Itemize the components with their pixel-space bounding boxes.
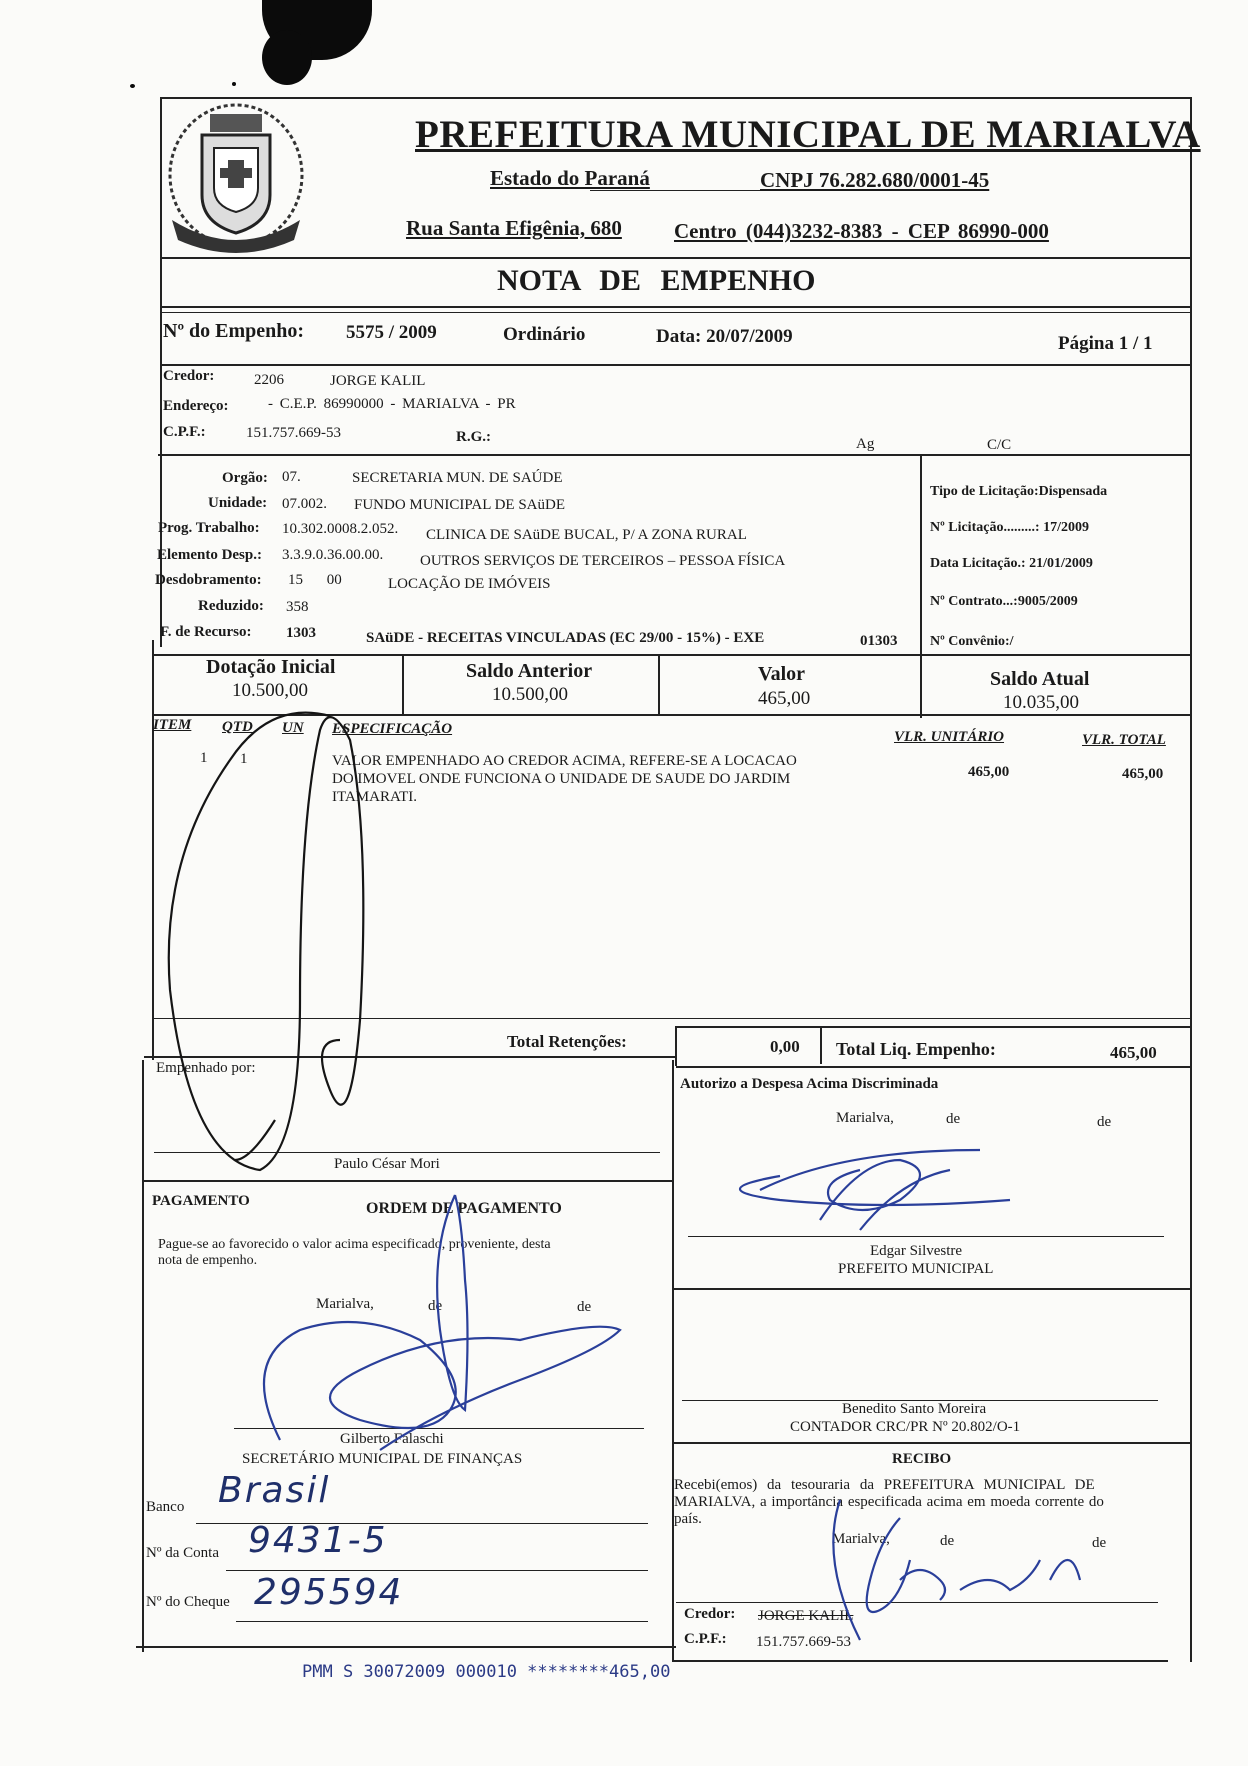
empenho-date: Data: 20/07/2009 [656,326,793,347]
credor-code: 2206 [254,372,284,388]
contador-role: CONTADOR CRC/PR Nº 20.802/O-1 [790,1419,1021,1435]
desdobramento-label: Desdobramento: [155,572,262,588]
retencoes-label: Total Retenções: [507,1032,627,1051]
recurso-number: 01303 [860,633,898,649]
prefeito-role: PREFEITO MUNICIPAL [838,1261,994,1277]
unidade-code: 07.002. [282,496,327,512]
pagamento-de: de [577,1299,592,1315]
elemento-name: OUTROS SERVIÇOS DE TERCEIROS – PESSOA FÍSICA [420,553,786,569]
empenho-label: Nº do Empenho: [163,320,305,342]
recibo-text: país. [674,1511,702,1527]
autorizo-city: Marialva, [836,1110,894,1126]
ink-dot [232,82,236,86]
banco-value: Brasil [218,1470,331,1511]
recibo-de: de [1092,1535,1107,1551]
contador-name: Benedito Santo Moreira [842,1401,987,1417]
item-qtd: 1 [240,751,248,767]
col-vlr-unitario: VLR. UNITÁRIO [894,729,1005,745]
recurso-code: 1303 [286,625,316,641]
valor-value: 465,00 [758,688,811,709]
liq-empenho-value: 465,00 [1110,1043,1157,1062]
cnpj-label: CNPJ 76.282.680/0001-45 [760,168,990,192]
col-especificacao: ESPECIFICAÇÃO [332,721,453,737]
unidade-label: Unidade: [208,495,268,511]
dotacao-label: Dotação Inicial [206,656,336,678]
empenhado-label: Empenhado por: [156,1060,256,1076]
convenio-numero: Nº Convênio:/ [930,634,1014,649]
conta-label: Nº da Conta [146,1545,219,1561]
item-spec-line: DO IMOVEL ONDE FUNCIONA O UNIDADE DE SAUDE DO JARDIM [332,771,791,787]
col-un: UN [282,720,304,736]
address-label: Rua Santa Efigênia, 680 [406,216,622,240]
recibo-cpf-value: 151.757.669-53 [756,1634,851,1650]
contrato-numero: Nº Contrato...:9005/2009 [930,594,1078,609]
desdobramento-name: LOCAÇÃO DE IMÓVEIS [388,576,551,592]
orgao-label: Orgão: [222,470,268,486]
unidade-name: FUNDO MUNICIPAL DE SAüDE [354,497,565,513]
ink-dot [130,84,135,88]
licitacao-tipo: Tipo de Licitação:Dispensada [930,484,1108,499]
bank-stamp: PMM S 30072009 000010 ********465,00 [302,1662,671,1682]
orgao-code: 07. [282,469,301,485]
prog-name: CLINICA DE SAüDE BUCAL, P/ A ZONA RURAL [426,527,747,543]
secretario-name: Gilberto Falaschi [340,1431,444,1447]
saldo-anterior-value: 10.500,00 [492,684,568,705]
dotacao-value: 10.500,00 [232,680,308,701]
saldo-anterior-label: Saldo Anterior [466,660,593,682]
recibo-cpf-label: C.P.F.: [684,1631,727,1647]
recibo-text: MARIALVA, a importância especificada acima em moeda corrente do [674,1494,1104,1510]
retencoes-value: 0,00 [770,1037,800,1056]
pagamento-label: PAGAMENTO [152,1193,250,1209]
empenho-type: Ordinário [503,324,586,345]
prefeito-name: Edgar Silvestre [870,1243,963,1259]
empenho-number: 5575 / 2009 [346,322,437,343]
col-item: ITEM [153,717,192,733]
credor-label: Credor: [163,368,215,384]
elemento-code: 3.3.9.0.36.00.00. [282,547,384,563]
credor-cpf: 151.757.669-53 [246,425,341,441]
rg-label: R.G.: [456,429,491,445]
cheque-value: 295594 [254,1572,404,1613]
item-number: 1 [200,750,208,766]
municipal-crest-icon [162,100,310,258]
credor-name: JORGE KALIL [330,373,426,389]
cheque-label: Nº do Cheque [146,1594,230,1610]
recurso-name: SAüDE - RECEITAS VINCULADAS (EC 29/00 - 15%) - EXE [366,630,765,646]
orgao-name: SECRETARIA MUN. DE SAÚDE [352,470,563,486]
licitacao-numero: Nº Licitação.........: 17/2009 [930,520,1089,535]
item-spec-line: ITAMARATI. [332,789,418,805]
recurso-label: F. de Recurso: [160,624,252,640]
ink-blot [262,30,312,85]
ordem-pagamento-label: ORDEM DE PAGAMENTO [366,1200,562,1217]
item-spec-line: VALOR EMPENHADO AO CREDOR ACIMA, REFERE-SE A LOCACAO [332,753,797,769]
autorizo-label: Autorizo a Despesa Acima Discriminada [680,1076,939,1092]
prog-label: Prog. Trabalho: [158,520,260,536]
banco-label: Banco [146,1499,185,1515]
col-qtd: QTD [222,719,253,735]
saldo-atual-label: Saldo Atual [990,668,1090,690]
item-unit-value: 465,00 [968,764,1010,780]
cpf-label: C.P.F.: [163,424,206,440]
state-label: Estado do Paraná [490,166,650,190]
saldo-atual-value: 10.035,00 [1003,692,1079,713]
recibo-de: de [940,1533,955,1549]
cc-label: C/C [987,437,1012,453]
col-vlr-total: VLR. TOTAL [1082,732,1166,748]
ag-label: Ag [856,436,875,452]
secretario-role: SECRETÁRIO MUNICIPAL DE FINANÇAS [242,1451,523,1467]
pagamento-text: Pague-se ao favorecido o valor acima especificado, proveniente, desta [158,1237,551,1252]
recibo-text: Recebi(emos) da tesouraria da PREFEITURA MUNICIPAL DE [674,1477,1095,1493]
address-field-label: Endereço: [163,398,229,414]
contact-label: Centro (044)3232-8383 - CEP 86990-000 [674,219,1049,243]
reduzido-label: Reduzido: [198,598,264,614]
page-number: Página 1 / 1 [1058,333,1153,354]
reduzido-value: 358 [286,599,309,615]
item-total-value: 465,00 [1122,766,1164,782]
elemento-label: Elemento Desp.: [157,547,262,563]
page-title: PREFEITURA MUNICIPAL DE MARIALVA [415,113,1201,156]
empenhado-name: Paulo César Mori [334,1156,440,1172]
credor-address: - C.E.P. 86990000 - MARIALVA - PR [268,396,516,412]
document-title: NOTA DE EMPENHO [497,264,816,297]
recibo-city: Marialva, [832,1531,890,1547]
recibo-credor-value: JORGE KALIL [758,1608,854,1624]
prog-code: 10.302.0008.2.052. [282,521,399,537]
desdobramento-code: 15 00 [288,572,342,588]
pagamento-text: nota de empenho. [158,1253,258,1268]
conta-value: 9431-5 [248,1520,388,1561]
recibo-label: RECIBO [892,1451,952,1467]
pagamento-city: Marialva, [316,1296,374,1312]
pagamento-de: de [428,1298,443,1314]
recibo-credor-label: Credor: [684,1606,736,1622]
licitacao-data: Data Licitação.: 21/01/2009 [930,556,1093,571]
autorizo-de: de [946,1111,961,1127]
liq-empenho-label: Total Liq. Empenho: [836,1039,996,1059]
valor-label: Valor [758,663,806,685]
autorizo-de: de [1097,1114,1112,1130]
